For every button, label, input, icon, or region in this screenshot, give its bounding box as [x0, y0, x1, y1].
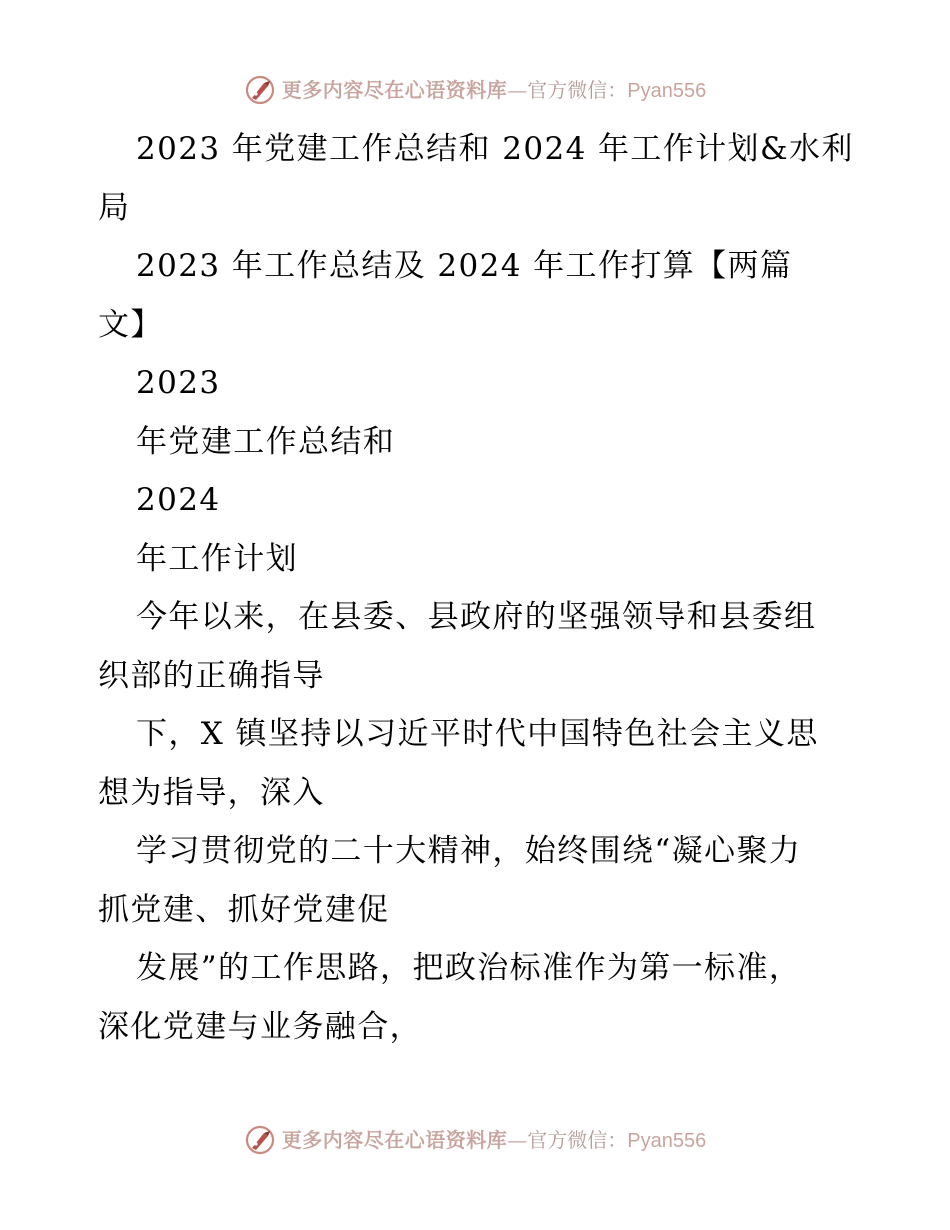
text-line: 下，X 镇坚持以习近平时代中国特色社会主义思 [136, 716, 819, 752]
pen-nib-logo-icon [244, 1124, 276, 1156]
text-line: 发展”的工作思路，把政治标准作为第一标准， [136, 950, 802, 986]
text-line: 2023 年党建工作总结和 2024 年工作计划&水利 [136, 131, 854, 167]
text-line: 想为指导，深入 [98, 774, 325, 811]
watermark-wechat-label: 官方微信： [527, 77, 628, 102]
text-line: 抓党建、抓好党建促 [98, 891, 390, 928]
text-line: 年党建工作总结和 [136, 423, 396, 460]
watermark-wechat-id: Pyan556 [627, 1129, 707, 1152]
watermark-dash: — [507, 77, 528, 102]
header-watermark [0, 72, 950, 108]
pen-nib-logo-icon [244, 74, 276, 106]
text-line: 织部的正确指导 [98, 657, 325, 694]
text-line: 今年以来，在县委、县政府的坚强领导和县委组 [136, 599, 817, 635]
text-line: 学习贯彻党的二十大精神，始终围绕“凝心聚力 [136, 833, 802, 869]
text-line: 2024 [136, 482, 221, 518]
watermark-dash: — [507, 1127, 528, 1152]
text-line: 局 [98, 189, 131, 226]
watermark-site-name: 更多内容尽在心语资料库 [281, 1127, 508, 1152]
text-line: 深化党建与业务融合， [98, 1008, 422, 1045]
watermark-wechat-label: 官方微信： [527, 1127, 628, 1152]
document-body [98, 120, 858, 1056]
text-line: 年工作计划 [136, 540, 298, 577]
watermark-wechat-id: Pyan556 [627, 79, 707, 102]
text-line: 2023 [136, 365, 221, 401]
footer-watermark [0, 1122, 950, 1158]
watermark-site-name: 更多内容尽在心语资料库 [281, 77, 508, 102]
text-line: 文】 [98, 306, 163, 343]
text-line: 2023 年工作总结及 2024 年工作打算【两篇 [136, 248, 793, 284]
